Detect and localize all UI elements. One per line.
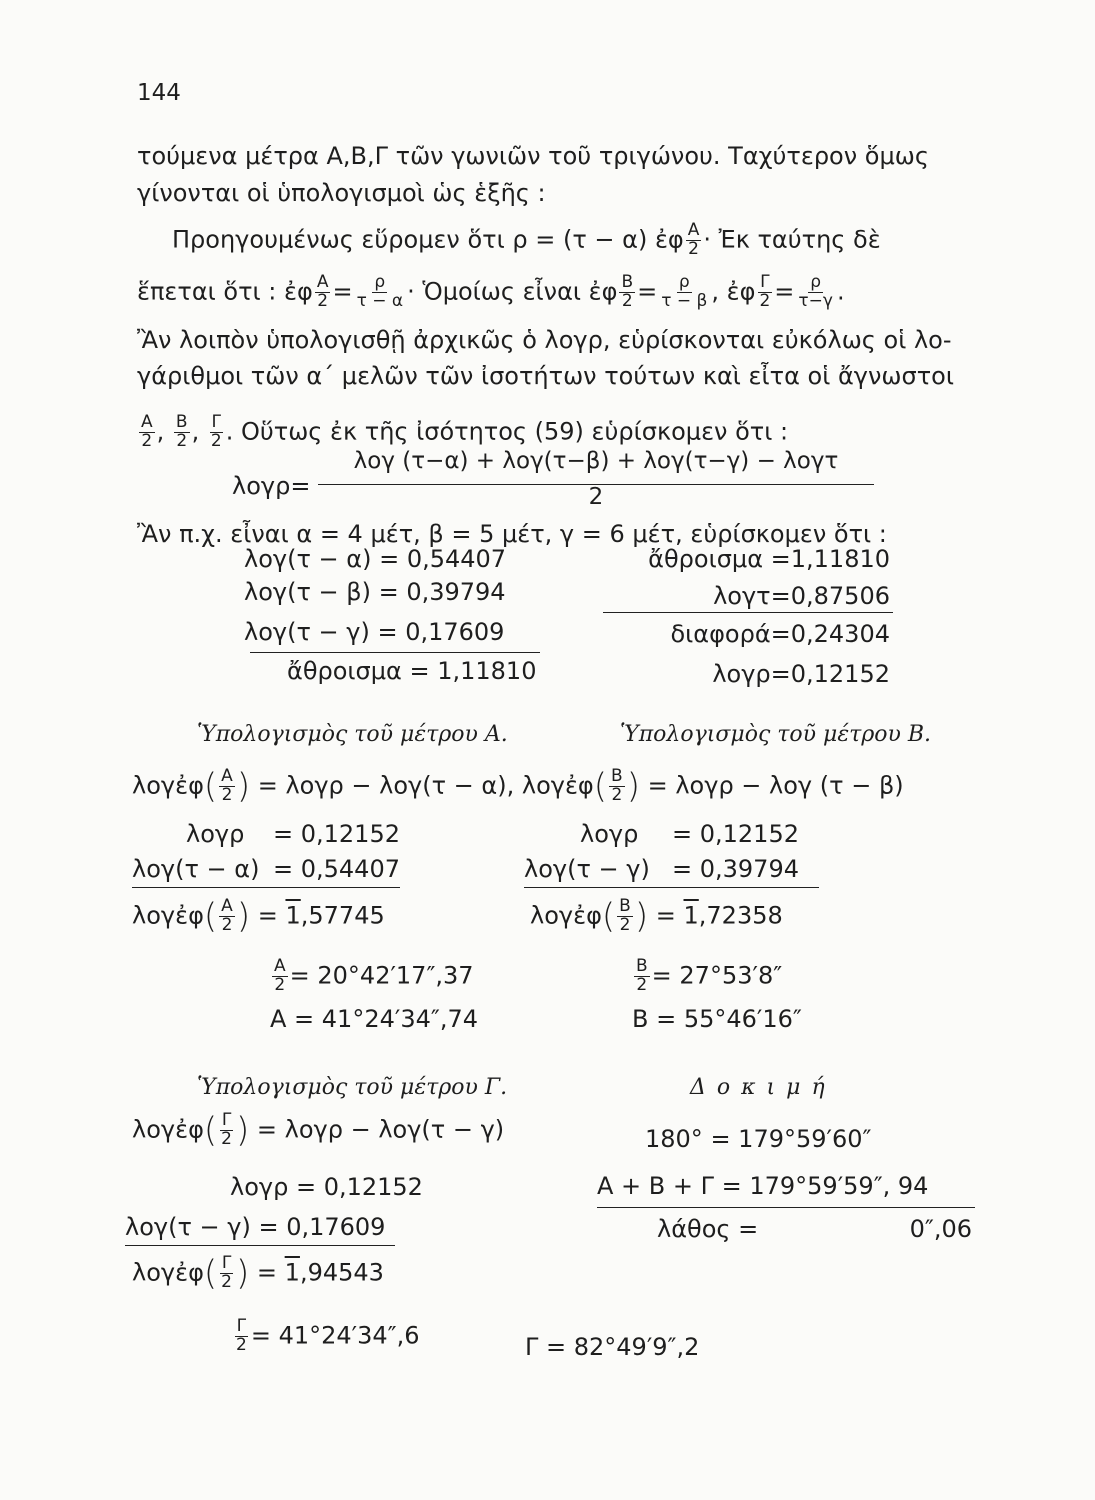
numerator: B	[636, 956, 648, 976]
fraction	[209, 414, 224, 451]
text-span: = λογρ − λογ(τ − α), λογἐφ	[257, 771, 594, 800]
denominator: 2	[236, 1334, 247, 1355]
calc-row: λογρ = 0,12152	[230, 1173, 423, 1201]
text-line: γάριθμοι τῶν α΄ μελῶν τῶν ἰσοτήτων τούτων καὶ εἶτα οἱ ἄγνωστοι	[137, 362, 954, 390]
calc-row: λογ(τ − γ) = 0,17609	[125, 1213, 386, 1241]
paren: (	[593, 766, 608, 807]
calc-label: λογ(τ − γ)	[524, 855, 650, 883]
text-line	[137, 414, 788, 451]
denominator: 2	[619, 914, 631, 935]
calc-row: διαφορά=0,24304	[670, 620, 890, 648]
calc-row: ἄθροισμα =1,11810	[648, 545, 890, 573]
formula-denominator: 2	[588, 484, 604, 510]
angle-result: Β = 55°46′16″	[632, 1005, 802, 1033]
comma: ,	[711, 277, 720, 306]
numerator: A	[141, 412, 153, 432]
numerator: ρ	[678, 272, 690, 292]
text-line: τούμενα μέτρα Α,Β,Γ τῶν γωνιῶν τοῦ τριγώνου. Ταχύτερον ὅμως	[137, 142, 929, 170]
fraction	[174, 414, 190, 451]
calc-value: = 0,54407	[273, 855, 400, 883]
mantissa: ,94543	[299, 1258, 384, 1287]
paren: (	[203, 896, 218, 937]
text-span: = λογρ − λογ(τ − γ)	[256, 1115, 505, 1144]
equals: =	[256, 1258, 278, 1287]
angle-result: Α = 41°24′34″,74	[270, 1005, 478, 1033]
fraction	[659, 274, 709, 311]
fraction	[686, 222, 702, 259]
equals: =	[637, 277, 658, 306]
fraction	[219, 898, 235, 935]
sum-line	[132, 887, 400, 888]
text-span: λογἐφ	[132, 771, 204, 800]
angle-value: = 20°42′17″,37	[289, 961, 474, 990]
text-span: = λογρ − λογ (τ − β)	[647, 771, 904, 800]
numerator: B	[621, 272, 634, 292]
comma: ,	[156, 417, 165, 446]
paren: (	[203, 766, 218, 807]
calc-row	[270, 958, 474, 995]
numerator: A	[221, 896, 233, 916]
text-line: γίνονται οἱ ὑπολογισμοὶ ὡς ἑξῆς :	[137, 179, 546, 207]
comma: ,	[191, 417, 200, 446]
text-span: Προηγουμένως εὕρομεν ὅτι ρ = (τ − α) ἐφ	[172, 225, 684, 254]
paren: (	[203, 1253, 218, 1294]
paren: (	[601, 896, 616, 937]
calc-row	[530, 898, 783, 935]
angle-value: = 27°53′8″	[651, 961, 783, 990]
text-span: λογἐφ	[132, 901, 204, 930]
text-span: · Ὁμοίως εἶναι ἐφ	[407, 277, 618, 306]
fraction	[219, 1255, 234, 1292]
check-row: 180° = 179°59′60″	[645, 1125, 872, 1153]
calc-row: λογ(τ − β) = 0,39794	[244, 578, 506, 606]
equals: =	[332, 277, 353, 306]
numerator: A	[221, 766, 233, 786]
text-span: λογἐφ	[530, 901, 602, 930]
bar-characteristic: 1	[683, 901, 699, 930]
numerator: B	[175, 412, 188, 432]
bar-characteristic: 1	[285, 901, 301, 930]
paren: )	[236, 1253, 250, 1294]
formula-numerator: λογ (τ−α) + λογ(τ−β) + λογ(τ−γ) − λογτ	[353, 448, 839, 474]
numerator: A	[316, 272, 329, 292]
calc-row: ἄθροισμα = 1,11810	[287, 657, 537, 685]
denominator: 2	[688, 238, 699, 259]
denominator: 2	[221, 1128, 232, 1149]
fraction	[315, 274, 331, 311]
calc-label: λογρ	[186, 820, 245, 848]
calc-label: λογρ	[580, 820, 639, 848]
denominator: 2	[176, 430, 188, 451]
calc-row	[232, 1318, 420, 1355]
text-span: ἕπεται ὅτι : ἐφ	[137, 277, 313, 306]
numerator: Γ	[221, 1110, 232, 1130]
denominator: 2	[141, 430, 153, 451]
paren: )	[236, 766, 251, 807]
denominator: 2	[210, 430, 222, 451]
bar-characteristic: 1	[284, 1258, 300, 1287]
period: .	[836, 277, 845, 306]
numerator: B	[619, 896, 631, 916]
fraction	[634, 958, 650, 995]
numerator: Γ	[236, 1316, 247, 1336]
fraction	[355, 274, 406, 311]
denominator: 2	[221, 1271, 232, 1292]
page-number: 144	[137, 80, 181, 106]
sum-line	[250, 652, 540, 653]
angle-value: = 41°24′34″,6	[250, 1321, 420, 1350]
fraction	[272, 958, 288, 995]
denominator: 2	[221, 784, 233, 805]
denominator: 2	[759, 290, 771, 311]
equals: =	[655, 901, 676, 930]
calc-row	[132, 1255, 384, 1292]
numerator: B	[611, 766, 623, 786]
check-label: λάθος =	[657, 1215, 759, 1243]
fraction	[219, 1112, 234, 1149]
section-heading: Ὑπολογισμὸς τοῦ μέτρου Γ.	[197, 1075, 508, 1100]
denominator: 2	[621, 290, 633, 311]
mantissa: ,57745	[300, 901, 385, 930]
mantissa: ,72358	[698, 901, 783, 930]
numerator: Γ	[221, 1253, 232, 1273]
fraction	[617, 898, 633, 935]
calc-value: = 0,12152	[672, 820, 799, 848]
text-line: Ἂν λοιπὸν ὑπολογισθῇ ἀρχικῶς ὁ λογρ, εὑρίσκονται εὐκόλως οἱ λο-	[137, 326, 952, 354]
denominator: τ − α	[356, 290, 404, 311]
fraction	[619, 274, 635, 311]
formula-line	[137, 274, 845, 311]
paren: )	[236, 1110, 250, 1151]
paren: (	[203, 1110, 218, 1151]
sum-line	[597, 1207, 975, 1208]
text-line	[172, 222, 881, 259]
numerator: ρ	[810, 272, 822, 292]
fraction	[757, 274, 772, 311]
check-value: 0″,06	[909, 1215, 972, 1243]
calc-row: λογτ=0,87506	[713, 582, 890, 610]
text-span: · Ἐκ ταύτης δὲ	[703, 225, 881, 254]
paren: )	[236, 896, 251, 937]
section-heading: Ὑπολογισμὸς τοῦ μέτρου Α.	[197, 722, 508, 747]
text-span: λογἐφ	[132, 1115, 204, 1144]
numerator: Γ	[211, 412, 222, 432]
calc-row: λογ(τ − α) = 0,54407	[244, 545, 507, 573]
calc-row	[132, 898, 385, 935]
denominator: 2	[611, 784, 623, 805]
formula-lhs: λογρ=	[232, 472, 311, 500]
fraction	[139, 414, 155, 451]
check-row: Α + Β + Γ = 179°59′59″, 94	[597, 1172, 929, 1200]
calc-row: λογρ=0,12152	[712, 660, 890, 688]
difference-line	[603, 612, 893, 613]
calc-value: = 0,39794	[672, 855, 799, 883]
paren: )	[634, 896, 649, 937]
fraction	[219, 768, 235, 805]
formula-line	[132, 1112, 504, 1149]
denominator: 2	[636, 974, 648, 995]
text-span: . Οὕτως ἐκ τῆς ἰσότητος (59) εὑρίσκομεν ὅτι :	[225, 417, 789, 446]
equals: =	[257, 901, 278, 930]
paren: )	[626, 766, 640, 807]
calc-label: λογ(τ − α)	[132, 855, 260, 883]
denominator: 2	[221, 914, 233, 935]
sum-line	[125, 1245, 395, 1246]
text-span: λογἐφ	[132, 1258, 204, 1287]
numerator: A	[687, 220, 700, 240]
numerator: Γ	[760, 272, 770, 292]
section-heading: Ὑπολογισμὸς τοῦ μέτρου Β.	[620, 722, 932, 747]
text-line: Ἂν π.χ. εἶναι α = 4 μέτ, β = 5 μέτ, γ = 6 μέτ, εὑρίσκομεν ὅτι :	[137, 520, 887, 548]
fraction	[796, 274, 835, 311]
fraction	[234, 1318, 249, 1355]
sum-line	[524, 887, 819, 888]
formula-line	[132, 768, 904, 805]
calc-row: λογ(τ − γ) = 0,17609	[244, 618, 505, 646]
equals: =	[774, 277, 795, 306]
denominator: 2	[274, 974, 286, 995]
denominator: τ − β	[661, 290, 708, 311]
angle-result: Γ = 82°49′9″,2	[525, 1333, 700, 1361]
text-span: ἐφ	[726, 277, 756, 306]
numerator: ρ	[374, 272, 386, 292]
fraction	[609, 768, 625, 805]
calc-row	[632, 958, 782, 995]
denominator: τ−γ	[798, 290, 833, 311]
calc-value: = 0,12152	[273, 820, 400, 848]
numerator: A	[274, 956, 286, 976]
denominator: 2	[317, 290, 329, 311]
section-heading: Δ ο κ ι μ ή	[690, 1075, 827, 1100]
